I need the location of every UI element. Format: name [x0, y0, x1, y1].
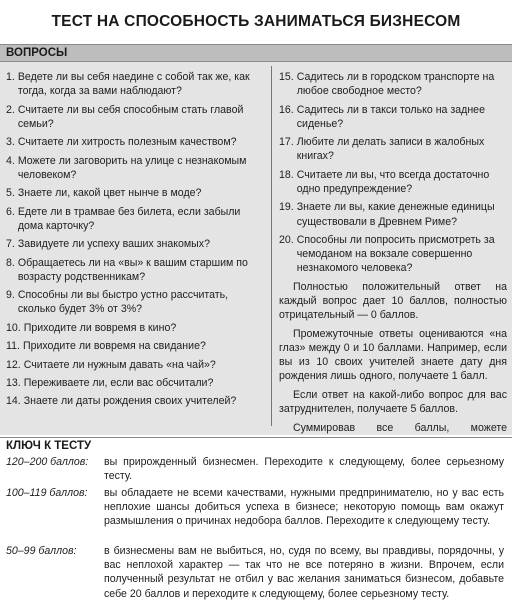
question-item — [279, 135, 507, 163]
question-number: 11. — [6, 340, 20, 353]
question-text: Способны ли вы быстро устно рассчитать, сколько будет 3% от 3%? — [17, 289, 229, 316]
key-row — [0, 455, 512, 486]
question-number: 5. — [6, 187, 15, 200]
question-item — [6, 186, 265, 200]
questions-area — [0, 62, 512, 435]
key-score-range: 120–200 баллов: — [6, 456, 89, 468]
question-number: 20. — [279, 233, 294, 246]
question-number: 9. — [6, 289, 15, 302]
key-score-range: 100–119 баллов: — [6, 487, 88, 499]
question-text: Знаете ли, какой цвет нынче в моде? — [17, 187, 202, 200]
question-number: 10. — [6, 321, 21, 334]
question-item — [279, 168, 507, 196]
document-title: ТЕСТ НА СПОСОБНОСТЬ ЗАНИМАТЬСЯ БИЗНЕСОМ — [51, 13, 461, 30]
question-number: 8. — [6, 256, 15, 269]
question-item — [279, 70, 507, 98]
question-number: 14. — [6, 395, 21, 408]
question-item — [6, 237, 265, 251]
question-item — [6, 394, 265, 408]
question-text: Считаете ли нужным давать «на чай»? — [23, 358, 216, 371]
question-item — [6, 376, 265, 390]
question-item — [6, 321, 265, 335]
question-item — [6, 288, 265, 316]
question-number: 19. — [279, 201, 294, 214]
question-text: Приходите ли вовремя на свидание? — [22, 340, 206, 353]
question-text: Считаете ли вы себя способным стать главой семьи? — [17, 103, 244, 130]
question-number: 15. — [279, 71, 294, 83]
question-number: 16. — [279, 103, 294, 116]
scoring-paragraph: Полностью положительный ответ на каждый вопрос дает 10 баллов, полностью отрицательный — 0 баллов. — [279, 280, 507, 322]
questions-section-header: ВОПРОСЫ — [0, 44, 512, 62]
question-text: Любите ли делать записи в жалобных книгах? — [296, 136, 485, 163]
question-number: 2. — [6, 103, 15, 116]
question-text: Ведете ли вы себя наедине с собой так же, как тогда, когда за вами наблюдают? — [17, 71, 250, 98]
key-description: вы обладаете не всеми качествами, нужными предпринимателю, но у вас есть неплохие шансы добиться успеха в бизнесе; некоторую помощь вам окажут размышления о причинах недобора баллов. Переходите к следующему тесту. — [104, 487, 504, 528]
key-description: в бизнесмены вам не выбиться, но, судя по всему, вы правдивы, порядочны, у вас неплохой характер — так что не все потеряно в жизни. Впрочем, если полученный результат не отбил у вас желания заниматься бизнесом, добавьте себе 20 баллов и переходите к следующему, более серьезному тесту. — [104, 545, 504, 600]
question-item — [279, 103, 507, 131]
question-number: 18. — [279, 168, 294, 181]
key-row — [0, 544, 512, 604]
question-text: Знаете ли даты рождения своих учителей? — [23, 395, 237, 408]
document-header — [0, 0, 512, 40]
question-text: Переживаете ли, если вас обсчитали? — [23, 376, 214, 389]
question-item — [6, 358, 265, 372]
question-text: Приходите ли вовремя в кино? — [23, 321, 177, 334]
question-number: 6. — [6, 205, 15, 218]
scoring-paragraph: Если ответ на какой-либо вопрос для вас затруднителен, получаете 5 баллов. — [279, 389, 507, 416]
key-description: вы прирожденный бизнесмен. Переходите к следующему, более серьезному тесту. — [104, 456, 504, 483]
question-number: 1. — [6, 71, 15, 83]
column-divider — [271, 66, 272, 426]
question-item — [6, 339, 265, 353]
question-text: Знаете ли вы, какие денежные единицы существовали в Древнем Риме? — [296, 201, 495, 228]
question-item — [6, 70, 265, 98]
question-number: 12. — [6, 358, 21, 371]
question-text: Обращаетесь ли на «вы» к вашим старшим по возрасту родственникам? — [17, 256, 248, 283]
question-item — [6, 135, 265, 149]
question-item — [6, 256, 265, 284]
question-item — [6, 103, 265, 131]
question-number: 7. — [6, 238, 15, 251]
question-text: Садитесь ли в такси только на заднее сиденье? — [296, 103, 485, 130]
question-number: 13. — [6, 376, 21, 389]
question-item — [279, 200, 507, 228]
question-text: Завидуете ли успеху ваших знакомых? — [17, 238, 210, 251]
questions-left-column — [6, 70, 265, 413]
question-item — [279, 233, 507, 276]
key-section-header: КЛЮЧ К ТЕСТУ — [0, 437, 512, 453]
key-area — [0, 455, 512, 609]
question-text: Садитесь ли в городском транспорте на любое свободное место? — [296, 71, 495, 98]
question-number: 3. — [6, 136, 15, 149]
question-text: Способны ли попросить присмотреть за чемоданом на вокзале совершенно незнакомого человека? — [296, 233, 495, 275]
question-number: 17. — [279, 136, 294, 149]
question-item — [6, 154, 265, 182]
question-number: 4. — [6, 154, 15, 167]
questions-right-column — [279, 70, 507, 454]
question-text: Считаете ли вы, что всегда достаточно одно предупреждение? — [296, 168, 490, 195]
question-text: Можете ли заговорить на улице с незнакомым человеком? — [17, 154, 247, 181]
key-row — [0, 486, 512, 544]
scoring-paragraph: Промежуточные ответы оцениваются «на глаз» между 0 и 10 баллами. Например, если вы из 10 своих учителей знаете дату дня рождения лишь одного, получаете 1 балл. — [279, 327, 507, 383]
key-score-range: 50–99 баллов: — [6, 545, 77, 557]
question-text: Едете ли в трамвае без билета, если забыли дома карточку? — [17, 205, 241, 232]
scoring-paragraph: Суммировав все баллы, можете — [293, 422, 507, 435]
question-item — [6, 205, 265, 233]
question-text: Считаете ли хитрость полезным качеством? — [17, 136, 237, 149]
